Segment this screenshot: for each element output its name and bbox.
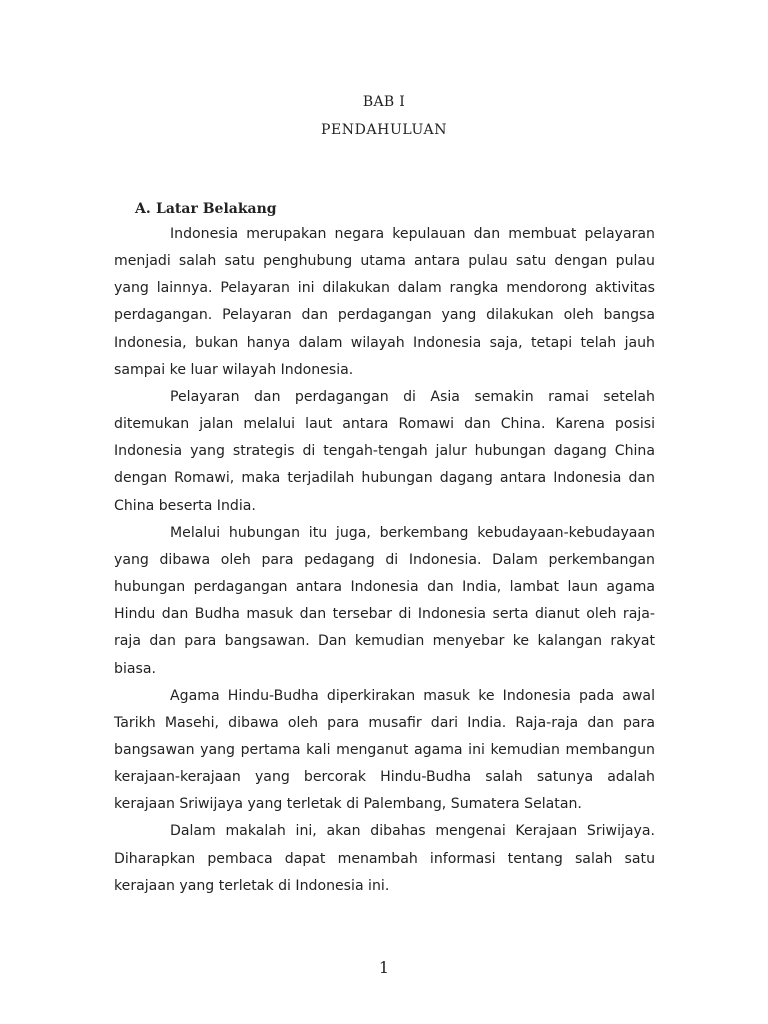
- section-heading: [135, 199, 277, 219]
- paragraph: Indonesia merupakan negara kepulauan dan membuat pelayaran menjadi salah satu penghubung utama antara pulau satu dengan pulau yang lainnya. Pelayaran ini dilakukan dalam rangka mendorong aktivitas perdagangan. Pelayaran dan perdagangan yang dilakukan oleh bangsa Indonesia, bukan hanya dalam wilayah Indonesia saja, tetapi telah jauh sampai ke luar wilayah Indonesia.: [114, 226, 655, 378]
- section-letter: A.: [135, 201, 151, 217]
- chapter-title: PENDAHULUAN: [320, 122, 448, 138]
- page-number: 1: [378, 958, 390, 977]
- section-title: Latar Belakang: [156, 201, 277, 217]
- paragraph: Melalui hubungan itu juga, berkembang kebudayaan-kebudayaan yang dibawa oleh para pedagang di Indonesia. Dalam perkembangan hubungan perdagangan antara Indonesia dan India, lambat laun agama Hindu dan Budha masuk dan tersebar di Indonesia serta dianut oleh raja-raja dan para bangsawan. Dan kemudian menyebar ke kalangan rakyat biasa.: [114, 524, 655, 677]
- body-text: [114, 221, 655, 900]
- paragraph: Dalam makalah ini, akan dibahas mengenai Kerajaan Sriwijaya. Diharapkan pembaca dapat menambah informasi tentang salah satu kerajaan yang terletak di Indonesia ini.: [114, 823, 655, 894]
- paragraph: Agama Hindu-Budha diperkirakan masuk ke Indonesia pada awal Tarikh Masehi, dibawa oleh para musafir dari India. Raja-raja dan para bangsawan yang pertama kali menganut agama ini kemudian membangun kerajaan-kerajaan yang bercorak Hindu-Budha salah satunya adalah kerajaan Sriwijaya yang terletak di Palembang, Sumatera Selatan.: [114, 687, 655, 813]
- chapter-label: BAB I: [362, 94, 406, 110]
- paragraph: Pelayaran dan perdagangan di Asia semakin ramai setelah ditemukan jalan melalui laut antara Romawi dan China. Karena posisi Indonesia yang strategis di tengah-tengah jalur hubungan dagang China dengan Romawi, maka terjadilah hubungan dagang antara Indonesia dan China beserta India.: [114, 388, 655, 514]
